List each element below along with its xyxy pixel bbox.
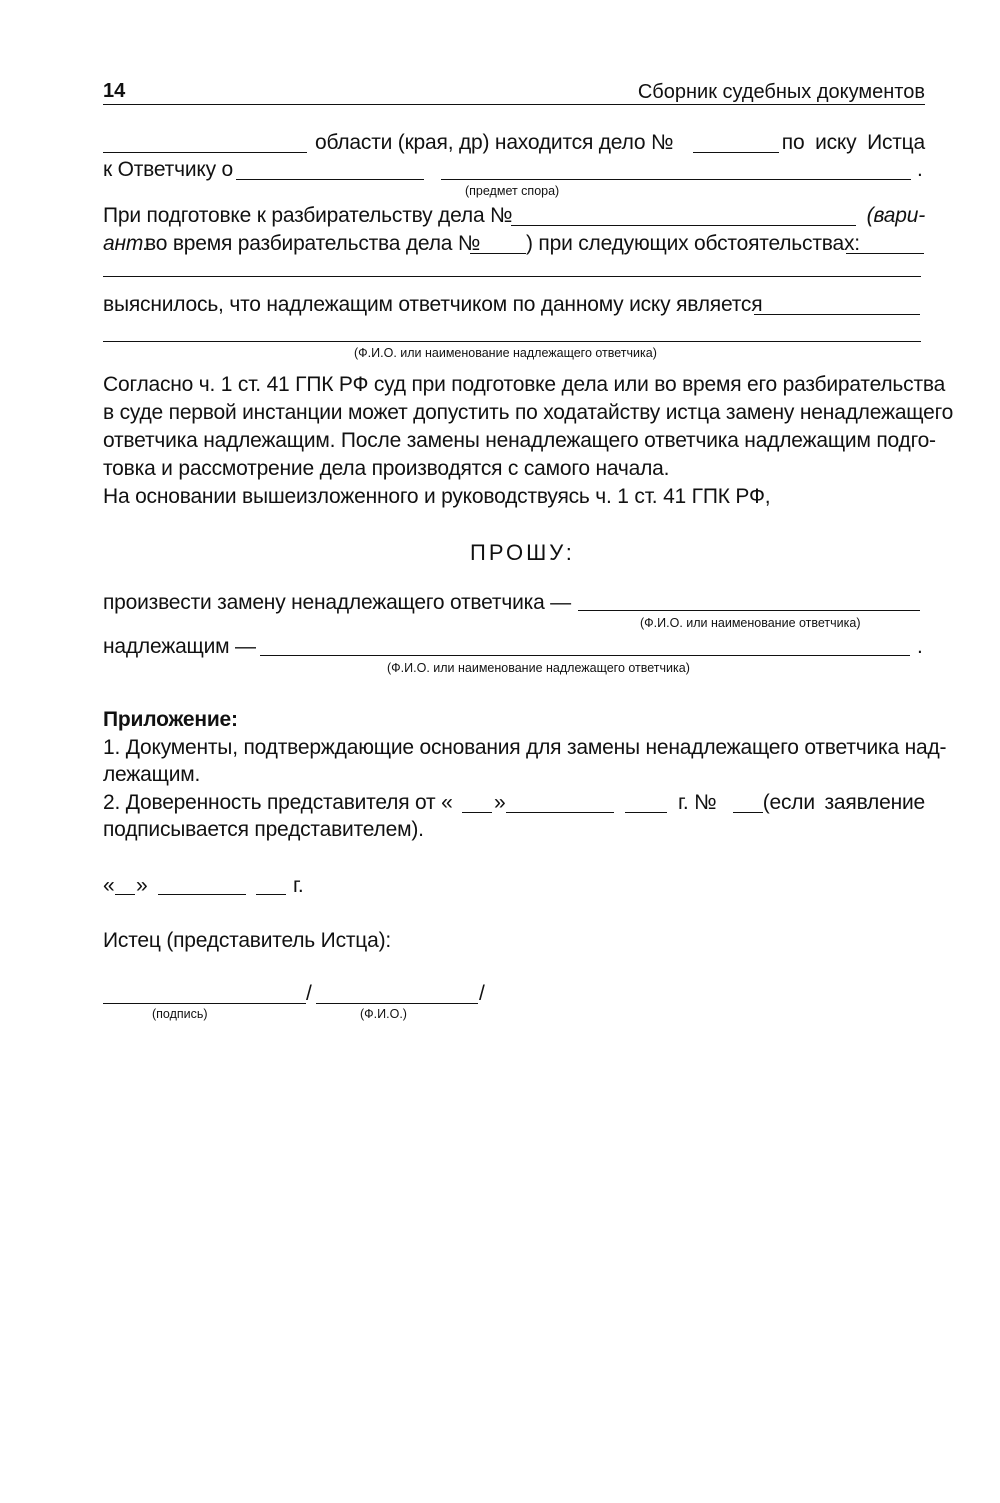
body-line-4: товка и рассмотрение дела производятся с самого начала. bbox=[103, 457, 670, 480]
intro-by-claim: по иску Истца bbox=[781, 131, 925, 154]
intro-defendant-text: к Ответчику о bbox=[103, 158, 234, 181]
attachment-2-line-2: подписывается представителем). bbox=[103, 818, 424, 841]
body-closing: На основании вышеизложенного и руководствуясь ч. 1 ст. 41 ГПК РФ, bbox=[103, 485, 771, 508]
blank-improper-defendant bbox=[578, 610, 920, 611]
blank-signature-name bbox=[316, 1003, 478, 1004]
prep-variant-cont: ант: bbox=[103, 232, 149, 255]
request-period: . bbox=[917, 635, 923, 658]
signature-label: Истец (представитель Истца): bbox=[103, 929, 392, 952]
signature-slash-1: / bbox=[306, 982, 312, 1005]
page-number: 14 bbox=[103, 80, 126, 102]
caption-improper-defendant: (Ф.И.О. или наименование ответчика) bbox=[640, 616, 861, 630]
date-year-suffix: г. bbox=[293, 874, 304, 897]
blank-attorney-year bbox=[625, 812, 667, 813]
blank-region bbox=[103, 152, 307, 153]
blank-attorney-month bbox=[506, 812, 614, 813]
attachment-2-quote: » bbox=[494, 791, 506, 814]
body-line-3: ответчика надлежащим. После замены ненадлежащего ответчика надлежащим подго- bbox=[103, 429, 936, 452]
blank-date-day bbox=[115, 894, 135, 895]
blank-prep-case bbox=[511, 225, 856, 226]
attachment-1-line-1: 1. Документы, подтверждающие основания для замены ненадлежащего ответчика над- bbox=[103, 736, 947, 759]
blank-subject bbox=[441, 179, 911, 180]
request-replace-text: произвести замену ненадлежащего ответчика — bbox=[103, 591, 571, 614]
caption-name: (Ф.И.О.) bbox=[360, 1007, 407, 1021]
request-proper-text: надлежащим — bbox=[103, 635, 256, 658]
caption-subject: (предмет спора) bbox=[465, 184, 560, 198]
blank-attorney-number bbox=[733, 812, 763, 813]
blank-proper-defendant-2 bbox=[103, 341, 921, 342]
body-line-1: Согласно ч. 1 ст. 41 ГПК РФ суд при подготовке дела или во время его разбирательства bbox=[103, 373, 946, 396]
prep-circumstances: ) при следующих обстоятельствах: bbox=[526, 232, 860, 255]
blank-case-number bbox=[693, 152, 779, 153]
attachment-2-number-label: г. № bbox=[678, 791, 717, 814]
blank-date-month bbox=[158, 894, 246, 895]
header-rule bbox=[103, 104, 925, 105]
running-title: Сборник судебных документов bbox=[637, 81, 925, 103]
finding-text: выяснилось, что надлежащим ответчиком по данному иску является bbox=[103, 293, 763, 316]
blank-circumstances-1 bbox=[846, 253, 924, 254]
caption-proper-defendant: (Ф.И.О. или наименование надлежащего ответчика) bbox=[354, 346, 657, 360]
prep-during-text: во время разбирательства дела № bbox=[145, 232, 481, 255]
attachment-2-text: 2. Доверенность представителя от « bbox=[103, 791, 453, 814]
blank-during-case bbox=[470, 253, 526, 254]
intro-period: . bbox=[917, 158, 923, 181]
blank-proper-defendant-1 bbox=[754, 314, 920, 315]
date-open-quote: « bbox=[103, 874, 115, 897]
prep-variant: (вари- bbox=[866, 204, 925, 227]
attachment-1-line-2: лежащим. bbox=[103, 763, 201, 786]
intro-case-text: области (края, др) находится дело № bbox=[315, 131, 674, 154]
blank-circumstances-2 bbox=[103, 276, 921, 277]
blank-attorney-day bbox=[462, 812, 492, 813]
caption-signature: (подпись) bbox=[152, 1007, 208, 1021]
blank-date-year bbox=[256, 894, 286, 895]
blank-proper-defendant-request bbox=[260, 655, 910, 656]
date-close-quote: » bbox=[136, 874, 148, 897]
attachments-heading: Приложение: bbox=[103, 708, 238, 731]
signature-slash-2: / bbox=[479, 982, 485, 1005]
caption-proper-defendant-request: (Ф.И.О. или наименование надлежащего ответчика) bbox=[387, 661, 690, 675]
prep-text: При подготовке к разбирательству дела № bbox=[103, 204, 513, 227]
body-line-2: в суде первой инстанции может допустить по ходатайству истца замену ненадлежащего bbox=[103, 401, 954, 424]
blank-defendant bbox=[236, 179, 424, 180]
request-heading: ПРОШУ: bbox=[470, 540, 575, 565]
blank-signature bbox=[103, 1003, 306, 1004]
attachment-2-condition: (если заявление bbox=[762, 791, 925, 814]
